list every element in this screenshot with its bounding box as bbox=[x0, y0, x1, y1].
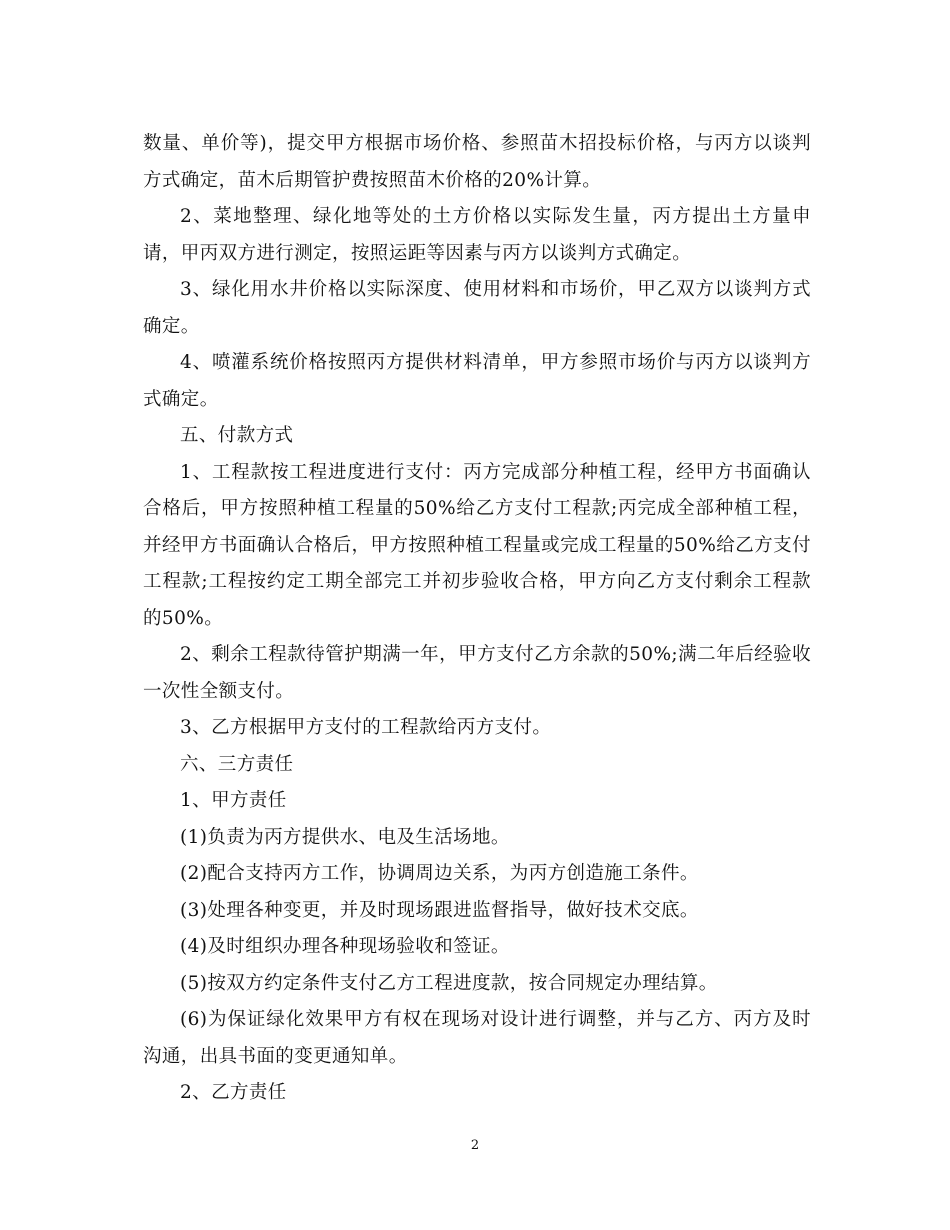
heading-party-a-responsibilities: 1、甲方责任 bbox=[180, 790, 287, 811]
list-item-party-a-4: (4)及时组织办理各种现场验收和签证。 bbox=[180, 936, 510, 957]
paragraph-water-well-price: 3、绿化用水井价格以实际深度、使用材料和市场价，甲乙双方以谈判方式确定。 bbox=[143, 279, 811, 337]
heading-three-party-responsibilities: 六、三方责任 bbox=[180, 753, 294, 775]
list-item-party-a-6: (6)为保证绿化效果甲方有权在现场对设计进行调整，并与乙方、丙方及时沟通，出具书面的变更通知单。 bbox=[143, 1009, 811, 1067]
paragraph-sprinkler-price: 4、喷灌系统价格按照丙方提供材料清单，甲方参照市场价与丙方以谈判方式确定。 bbox=[143, 352, 811, 410]
list-item-party-a-5: (5)按双方约定条件支付乙方工程进度款，按合同规定办理结算。 bbox=[180, 972, 718, 994]
paragraph-party-b-pays-c: 3、乙方根据甲方支付的工程款给丙方支付。 bbox=[180, 717, 552, 738]
list-item-party-a-1: (1)负责为丙方提供水、电及生活场地。 bbox=[180, 826, 510, 848]
heading-party-b-responsibilities: 2、乙方责任 bbox=[180, 1082, 287, 1103]
heading-payment-method: 五、付款方式 bbox=[180, 425, 294, 446]
paragraph-unit-price-continuation: 数量、单价等)，提交甲方根据市场价格、参照苗木招投标价格，与丙方以谈判方式确定，苗木后期管护费按照苗木价格的20%计算。 bbox=[143, 133, 811, 191]
page-number: 2 bbox=[470, 1138, 480, 1153]
paragraph-earthwork-price: 2、菜地整理、绿化地等处的土方价格以实际发生量，丙方提出土方量申请，甲丙双方进行测定，按照运距等因素与丙方以谈判方式确定。 bbox=[143, 206, 811, 264]
document-body bbox=[143, 126, 811, 1112]
paragraph-remaining-payment: 2、剩余工程款待管护期满一年，甲方支付乙方余款的50%;满二年后经验收一次性全额支付。 bbox=[143, 644, 811, 702]
list-item-party-a-2: (2)配合支持丙方工作，协调周边关系，为丙方创造施工条件。 bbox=[180, 863, 699, 884]
list-item-party-a-3: (3)处理各种变更，并及时现场跟进监督指导，做好技术交底。 bbox=[180, 899, 699, 921]
paragraph-payment-progress: 1、工程款按工程进度进行支付：丙方完成部分种植工程，经甲方书面确认合格后，甲方按照种植工程量的50%给乙方支付工程款;丙完成全部种植工程，并经甲方书面确认合格后，甲方按照种植工程量或完成工程量的50%给乙方支付工程款;工程按约定工期全部完工并初步验收合格，甲方向乙方支付剩余工程款的50%。 bbox=[143, 461, 811, 629]
